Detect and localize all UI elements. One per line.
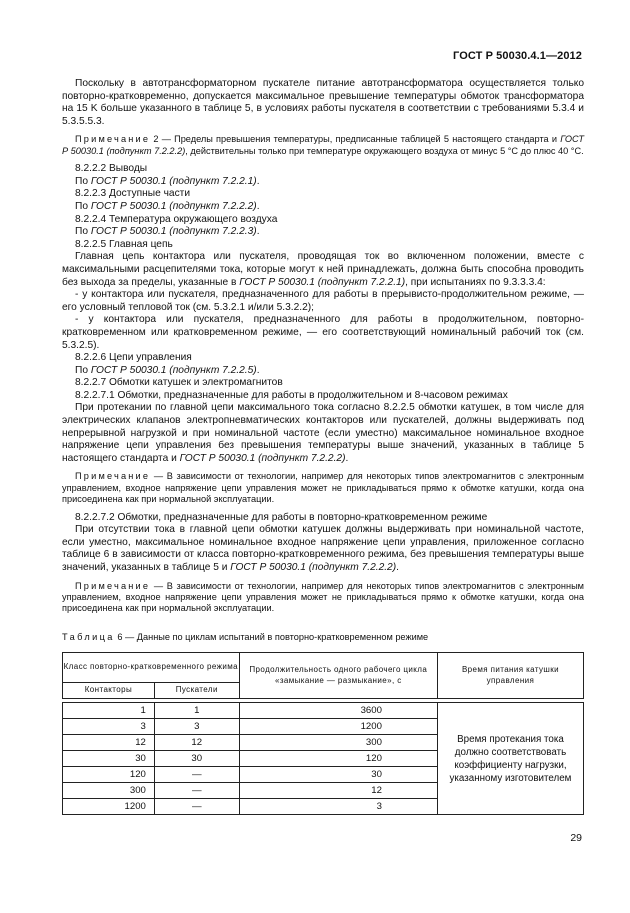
list-item-continuous: - у контактора или пускателя, предназначенного для работы в продолжительном, повторно-кратковременном или кратковременном режиме, — его соответствующий номинальный рабочий ток (см. 5.3.2.5).: [62, 314, 584, 351]
heading-8-2-2-6: 8.2.2.6 Цепи управления: [75, 352, 192, 364]
note-2: Примечание 2 — Пределы превышения температуры, предписанные таблицей 5 настоящего стандарта и ГОСТ Р 50030.1 (подпункт 7.2.2.2), действительны только при температуре окружающего воздуха от минус 5 °С до плюс 40 °С.: [62, 134, 584, 156]
heading-8-2-2-3: 8.2.2.3 Доступные части: [75, 188, 191, 200]
page-body: [62, 78, 584, 615]
heading-8-2-2-7-2: 8.2.2.7.2 Обмотки, предназначенные для работы в повторно-кратковременном режиме: [75, 511, 488, 523]
table-row: 120 — 30: [63, 767, 584, 783]
column-header-duration: Продолжительность одного рабочего цикла «замыкание — размыкание», с: [239, 653, 437, 699]
reference-8-2-2-2: По ГОСТ Р 50030.1 (подпункт 7.2.2.1).: [75, 175, 260, 187]
column-header-contactors: Контакторы: [63, 683, 155, 699]
table-row: 1 1 3600 Время протекания тока должно соответствовать коэффициенту нагрузки, указанному изготовителем: [63, 703, 584, 719]
table-caption: Таблица 6 — Данные по циклам испытаний в повторно-кратковременном режиме: [62, 632, 429, 642]
table-row: 1200 — 3: [63, 799, 584, 815]
reference-8-2-2-4: По ГОСТ Р 50030.1 (подпункт 7.2.2.3).: [75, 226, 260, 238]
heading-8-2-2-7: 8.2.2.7 Обмотки катушек и электромагнитов: [75, 377, 283, 389]
reference-8-2-2-6: По ГОСТ Р 50030.1 (подпункт 7.2.2.5).: [75, 364, 260, 376]
heading-8-2-2-2: 8.2.2.2 Выводы: [75, 163, 148, 175]
merged-supply-cell: Время протекания тока должно соответствовать коэффициенту нагрузки, указанному изготовителем: [437, 703, 583, 815]
note-label: Примечание: [75, 471, 151, 482]
standard-reference: ГОСТ Р 50030.1 (подпункт 7.2.2.2): [62, 134, 584, 156]
table-row: 300 — 12: [63, 783, 584, 799]
heading-8-2-2-7-1: 8.2.2.7.1 Обмотки, предназначенные для работы в продолжительном и 8-часовом режимах: [75, 389, 508, 401]
reference-8-2-2-3: По ГОСТ Р 50030.1 (подпункт 7.2.2.2).: [75, 200, 260, 212]
heading-8-2-2-4: 8.2.2.4 Температура окружающего воздуха: [75, 213, 278, 225]
note-technology-2: Примечание — В зависимости от технологии, например для некоторых типов электромагнитов с электронным управлением, входное напряжение цепи управления может не прикладываться прямо к обмотке катушки, когда она присоединена как при нормальной эксплуатации.: [62, 580, 584, 614]
paragraph-coils-intermittent: При отсутствии тока в главной цепи обмотки катушек должны выдерживать при номинальной частоте, если уместно, максимальное номинальное входное напряжение цепи управления, приложенное согласно таблице 6 в зависимости от класса повторно-кратковременного режима, без превышения температуры выше значений, указанных в таблице 5 и ГОСТ Р 50030.1 (подпункт 7.2.2.2).: [62, 524, 584, 574]
table-row: 12 12 300: [63, 735, 584, 751]
column-group-header: Класс повторно-кратковременного режима: [63, 653, 240, 683]
column-header-starters: Пускатели: [154, 683, 239, 699]
paragraph-coils-continuous: При протекании по главной цепи максимального тока согласно 8.2.2.5 обмотки катушек, в том числе для электрических клапанов электропневматических контакторов или пускателей, должны выдерживать под непрерывной нагрузкой и при номинальной частоте (если уместно) максимальное номинальное входное напряжение цепи управления без превышения температуры выше значений, указанных в таблице 5 настоящего стандарта и ГОСТ Р 50030.1 (подпункт 7.2.2.2).: [62, 402, 584, 464]
note-technology-1: Примечание — В зависимости от технологии, например для некоторых типов электромагнитов с электронным управлением, входное напряжение цепи управления может не прикладываться прямо к обмотке катушки, когда она присоединена как при нормальной эксплуатации.: [62, 471, 584, 505]
page-number: 29: [570, 832, 582, 844]
paragraph-autotransformer: Поскольку в автотрансформаторном пускателе питание автотрансформатора осуществляется только повторно-кратковременно, допускается максимальное превышение температуры обмоток трансформатора на 15 K больше указанного в таблице 5, в условиях работы пускателя в соответствии с требованиями 5.3.4 и 5.3.5.5.3.: [62, 78, 584, 127]
heading-8-2-2-5: 8.2.2.5 Главная цепь: [75, 238, 173, 250]
note-label: Примечание: [75, 580, 151, 591]
standard-designation: ГОСТ Р 50030.4.1—2012: [453, 50, 582, 62]
note-label: Примечание: [75, 134, 151, 145]
table-row: 3 3 1200: [63, 719, 584, 735]
table-row: 30 30 120: [63, 751, 584, 767]
paragraph-main-circuit: Главная цепь контактора или пускателя, проводящая ток во включенном положении, вместе с максимальными расцепителями тока, которые могут к ней принадлежать, должна быть способна проводить без выхода за пределы, указанные в ГОСТ Р 50030.1 (подпункт 7.2.2.1), при испытаниях по 9.3.3.3.4:: [62, 251, 584, 288]
list-item-intermittent: - у контактора или пускателя, предназначенного для работы в прерывисто-продолжительном режиме, — его условный тепловой ток (см. 5.3.2.1 и/или 5.3.2.2);: [62, 289, 584, 313]
table-6: [62, 652, 584, 815]
column-header-supply: Время питания катушки управления: [437, 653, 583, 699]
